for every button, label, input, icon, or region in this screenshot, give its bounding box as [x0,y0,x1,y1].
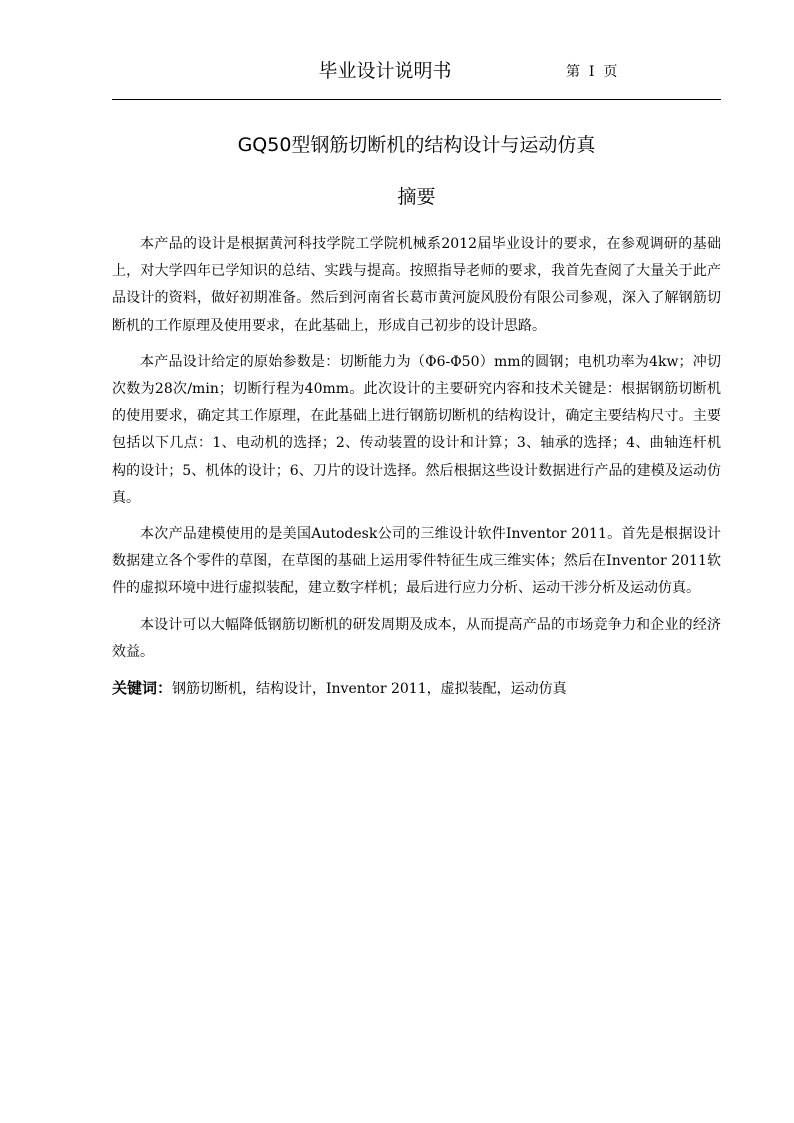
keywords-line [112,675,721,703]
abstract-paragraph: 本产品设计给定的原始参数是：切断能力为（Φ6-Φ50）mm的圆钢；电机功率为4kw；冲切次数为28次/min；切断行程为40mm。此次设计的主要研究内容和技术关键是：根据钢筋切断机的使用要求，确定其工作原理，在此基础上进行钢筋切断机的结构设计，确定主要结构尺寸。主要包括以下几点：1、电动机的选择；2、传动装置的设计和计算；3、轴承的选择；4、曲轴连杆机构的设计；5、机体的设计；6、刀片的设计选择。然后根据这些设计数据进行产品的建模及运动仿真。 [112,353,721,506]
page-number: 第 I 页 [566,64,618,80]
keywords-label: 关键词： [112,679,173,698]
abstract-body [112,231,721,703]
page-header-title: 毕业设计说明书 [318,60,452,82]
header-rule [112,99,721,100]
abstract-heading: 摘要 [397,186,436,208]
abstract-paragraph: 本次产品建模使用的是美国Autodesk公司的三维设计软件Inventor 2011。首先是根据设计数据建立各个零件的草图，在草图的基础上运用零件特征生成三维实体；然后在Inventor 2011软件的虚拟环境中进行虚拟装配，建立数字样机；最后进行应力分析、运动干涉分析及运动仿真。 [112,526,721,597]
abstract-paragraph: 本产品的设计是根据黄河科技学院工学院机械系2012届毕业设计的要求，在参观调研的基础上，对大学四年已学知识的总结、实践与提高。按照指导老师的要求，我首先查阅了大量关于此产品设计的资料，做好初期准备。然后到河南省长葛市黄河旋风股份有限公司参观，深入了解钢筋切断机的工作原理及使用要求，在此基础上，形成自己初步的设计思路。 [112,236,721,334]
document-title: GQ50型钢筋切断机的结构设计与运动仿真 [237,134,596,156]
keywords-text: 钢筋切断机，结构设计，Inventor 2011，虚拟装配，运动仿真 [172,681,567,698]
abstract-paragraph: 本设计可以大幅降低钢筋切断机的研发周期及成本，从而提高产品的市场竞争力和企业的经济效益。 [112,616,721,660]
